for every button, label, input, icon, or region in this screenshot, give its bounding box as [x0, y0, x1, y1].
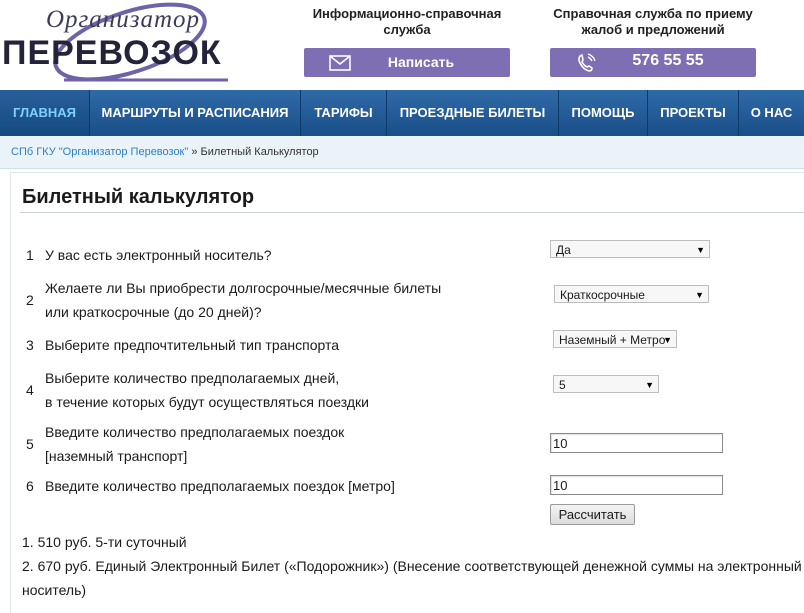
- logo[interactable]: [0, 0, 232, 84]
- ticket-term-select-value: Краткосрочные: [560, 288, 645, 302]
- main-nav: [0, 90, 804, 136]
- days-count-select[interactable]: [553, 375, 659, 393]
- question-text-4: [45, 366, 369, 414]
- metro-trips-input[interactable]: 10: [550, 475, 723, 495]
- nav-item-help[interactable]: ПОМОЩЬ: [559, 90, 648, 136]
- title-divider: [20, 212, 804, 213]
- dropdown-arrow-icon: ▼: [696, 245, 705, 255]
- question-text-5: [45, 420, 344, 468]
- question-4-line1: Выберите количество предполагаемых дней,: [45, 370, 340, 386]
- nav-item-about[interactable]: О НАС: [750, 105, 793, 120]
- info-service-label: Информационно-справочная служба: [312, 6, 502, 37]
- question-text-2: [45, 276, 441, 324]
- calculate-button[interactable]: Рассчитать: [550, 504, 635, 525]
- has-card-select-value: Да: [556, 243, 571, 257]
- dropdown-arrow-icon: ▼: [645, 380, 654, 390]
- question-2-line2: или краткосрочные (до 20 дней)?: [45, 304, 262, 320]
- nav-item-tariffs[interactable]: ТАРИФЫ: [301, 90, 387, 136]
- result-item-2: 2. 670 руб. Единый Электронный Билет («Подорожник») (Внесение соответствующей денежной суммы на электронный носитель): [22, 558, 802, 598]
- question-1-line1: У вас есть электронный носитель?: [45, 247, 272, 263]
- question-number-4: 4: [26, 382, 34, 398]
- ground-trips-input[interactable]: 10: [550, 433, 723, 453]
- dropdown-arrow-icon: ▼: [663, 335, 672, 345]
- question-number-3: 3: [26, 337, 34, 353]
- result-item-1: 1. 510 руб. 5-ти суточный: [22, 534, 187, 550]
- has-card-select[interactable]: [550, 240, 710, 258]
- question-number-2: 2: [26, 292, 34, 308]
- transport-type-select[interactable]: [553, 330, 677, 348]
- nav-item-main[interactable]: ГЛАВНАЯ: [0, 90, 90, 136]
- question-number-1: 1: [26, 247, 34, 263]
- phone-button-label: 576 55 55: [632, 52, 704, 69]
- nav-item-projects[interactable]: ПРОЕКТЫ: [648, 90, 739, 136]
- question-number-6: 6: [26, 478, 34, 494]
- breadcrumb-current: Билетный Калькулятор: [200, 146, 319, 158]
- page-title: Билетный калькулятор: [22, 186, 255, 208]
- logo-text-top: Организатор: [46, 6, 201, 33]
- breadcrumb: [11, 146, 319, 158]
- phone-button[interactable]: [550, 48, 756, 77]
- site-header: [0, 0, 804, 90]
- write-button[interactable]: [304, 48, 510, 77]
- transport-type-select-value: Наземный + Метро: [559, 333, 666, 347]
- question-text-1: [45, 243, 272, 267]
- nav-item-passes[interactable]: ПРОЕЗДНЫЕ БИЛЕТЫ: [387, 90, 559, 136]
- dropdown-arrow-icon: ▼: [695, 290, 704, 300]
- question-5-line1: Введите количество предполагаемых поездок: [45, 424, 345, 440]
- logo-text-bottom: ПЕРЕВОЗОК: [2, 34, 222, 72]
- ticket-term-select[interactable]: [554, 285, 709, 303]
- question-text-6: [45, 474, 395, 498]
- question-text-3: [45, 333, 339, 357]
- question-5-line2: [наземный транспорт]: [45, 448, 188, 464]
- complaints-service-label: Справочная служба по приему жалоб и предложений: [553, 6, 753, 37]
- question-number-5: 5: [26, 436, 34, 452]
- question-4-line2: в течение которых будут осуществляться поездки: [45, 394, 369, 410]
- nav-item-routes[interactable]: МАРШРУТЫ И РАСПИСАНИЯ: [90, 90, 301, 136]
- breadcrumb-home-link[interactable]: СПб ГКУ "Организатор Перевозок": [11, 146, 189, 158]
- question-2-line1: Желаете ли Вы приобрести долгосрочные/месячные билеты: [45, 280, 442, 296]
- write-button-label: Написать: [387, 54, 455, 70]
- question-6-line1: Введите количество предполагаемых поездок [метро]: [45, 478, 395, 494]
- days-count-select-value: 5: [559, 378, 566, 392]
- breadcrumb-separator: »: [191, 146, 198, 158]
- question-3-line1: Выберите предпочтительный тип транспорта: [45, 337, 340, 353]
